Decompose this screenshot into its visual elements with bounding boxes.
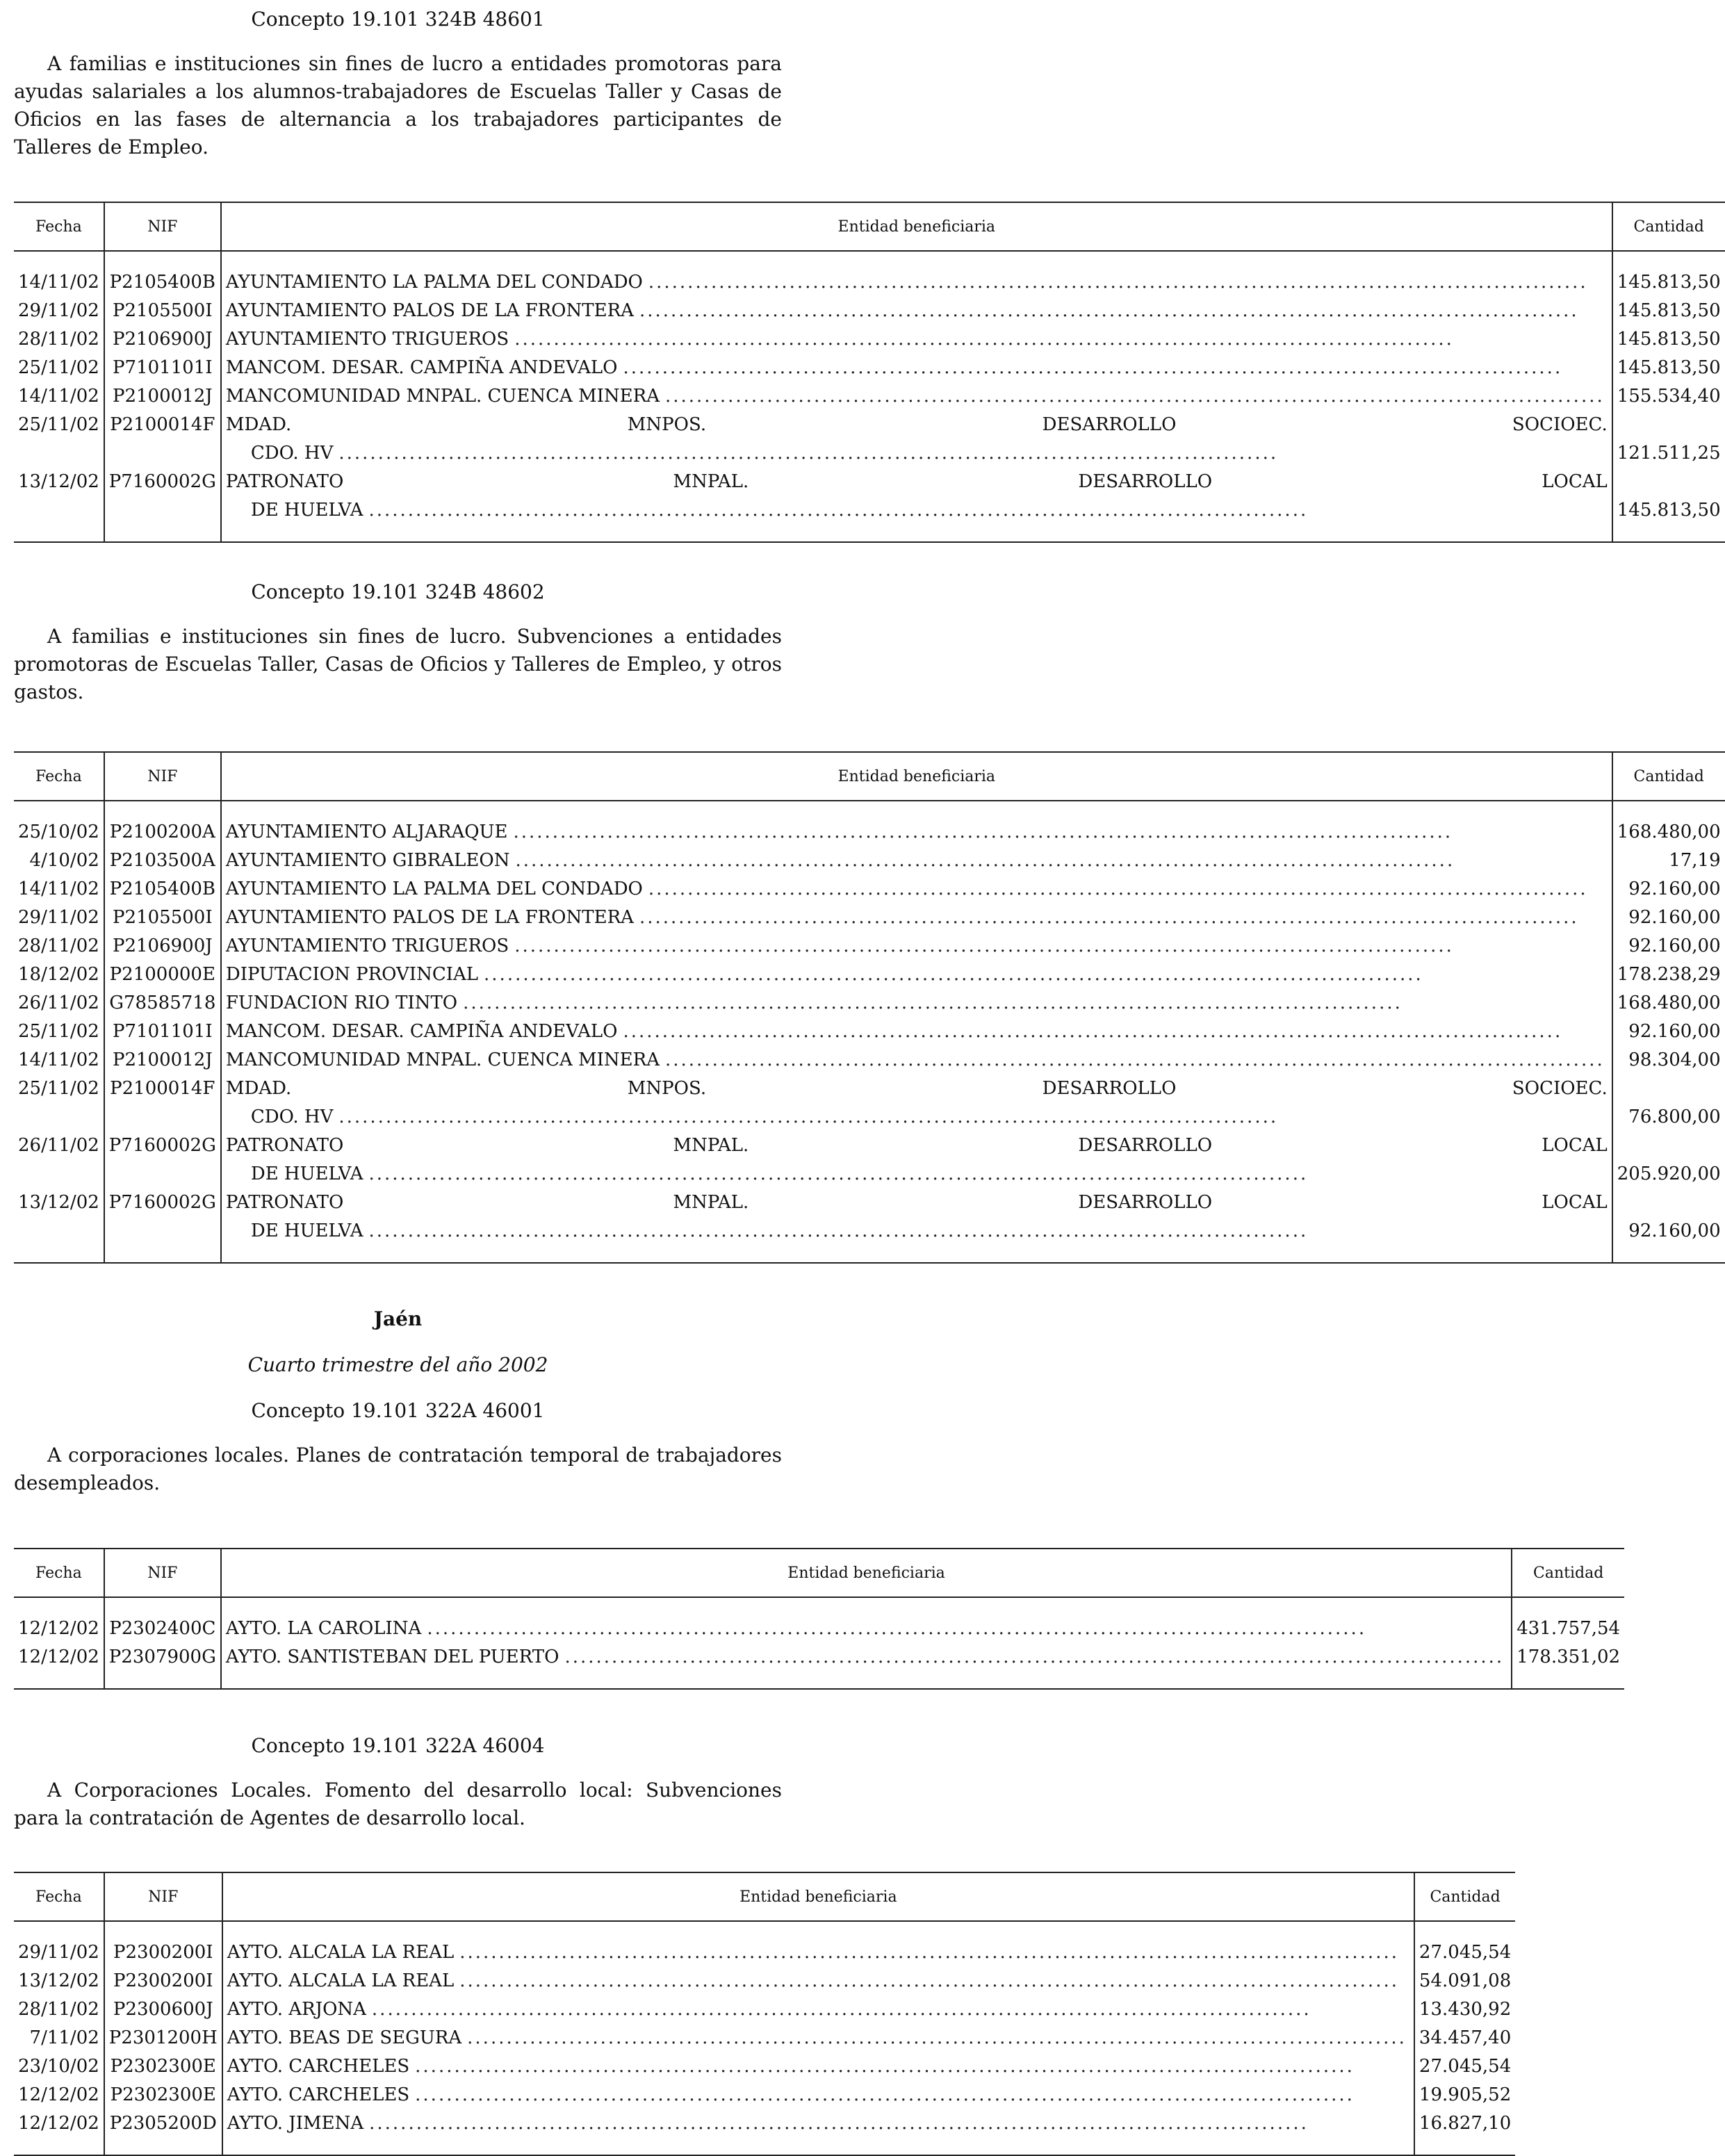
entidad-text: AYTO. ALCALA LA REAL bbox=[227, 1970, 455, 1991]
cell-fecha: 12/12/02 bbox=[14, 2109, 104, 2138]
column-header-nif: NIF bbox=[104, 1872, 222, 1921]
entidad-line-2 bbox=[226, 1217, 1608, 1246]
table-row bbox=[14, 2081, 1515, 2109]
section-jaen bbox=[14, 1305, 782, 1497]
table-header-row bbox=[14, 202, 1725, 251]
table-header-row bbox=[14, 752, 1725, 801]
cell-cantidad: 145.813,50 bbox=[1617, 357, 1721, 378]
cell-nif: P2103500A bbox=[104, 847, 221, 875]
cell-fecha: 26/11/02 bbox=[14, 989, 104, 1018]
leader-dots bbox=[639, 297, 1605, 325]
entidad-line bbox=[226, 818, 1608, 847]
leader-dots bbox=[369, 2109, 1407, 2138]
table-row bbox=[14, 1643, 1624, 1672]
cell-entidad bbox=[221, 1643, 1512, 1672]
cell-fecha: 12/12/02 bbox=[14, 1615, 104, 1643]
entidad-text: AYUNTAMIENTO GIBRALEON bbox=[225, 850, 510, 871]
cell-nif: P7160002G bbox=[104, 1189, 221, 1246]
cell-cantidad: 145.813,50 bbox=[1617, 329, 1721, 350]
cell-cantidad: 92.160,00 bbox=[1628, 1220, 1721, 1241]
cell-nif: P7160002G bbox=[104, 1132, 221, 1189]
cell-nif: P7101101I bbox=[104, 1018, 221, 1046]
cell-nif: P2300200I bbox=[104, 1938, 222, 1967]
cell-fecha: 14/11/02 bbox=[14, 1046, 104, 1075]
entidad-text: MANCOM. DESAR. CAMPIÑA ANDEVALO bbox=[225, 1021, 618, 1042]
cell-entidad bbox=[221, 268, 1612, 297]
column-header-fecha: Fecha bbox=[14, 1549, 104, 1597]
column-header-nif: NIF bbox=[104, 202, 221, 251]
period-subtitle: Cuarto trimestre del año 2002 bbox=[247, 1353, 548, 1376]
leader-dots bbox=[648, 268, 1605, 297]
cell-entidad bbox=[222, 2081, 1414, 2109]
table-row bbox=[14, 932, 1725, 961]
cell-nif: P2100200A bbox=[104, 818, 221, 847]
table-row bbox=[14, 468, 1725, 525]
entidad-line-2-text: CDO. HV bbox=[250, 1106, 334, 1127]
table-row bbox=[14, 2052, 1515, 2081]
entidad-line-2-text: CDO. HV bbox=[250, 443, 334, 464]
cell-cantidad: 178.351,02 bbox=[1516, 1647, 1621, 1667]
leader-dots bbox=[368, 1160, 1604, 1189]
cell-cantidad: 92.160,00 bbox=[1628, 907, 1721, 928]
cell-entidad bbox=[221, 847, 1612, 875]
entidad-line bbox=[227, 2052, 1409, 2081]
cell-fecha: 29/11/02 bbox=[14, 297, 104, 325]
table-row bbox=[14, 2109, 1515, 2138]
beneficiary-table bbox=[14, 1872, 1515, 2156]
leader-dots bbox=[515, 847, 1604, 875]
entidad-text: AYTO. CARCHELES bbox=[227, 2056, 410, 2077]
cell-fecha: 14/11/02 bbox=[14, 268, 104, 297]
entidad-text: AYUNTAMIENTO PALOS DE LA FRONTERA bbox=[225, 300, 634, 321]
concepto-description: A familias e instituciones sin fines de lucro a entidades promotoras para ayudas salariales a los alumnos-trabajadores de Escuelas Taller y Casas de Oficios en las fases de alternancia a los trabajadores participantes de Talleres de Empleo. bbox=[14, 52, 782, 158]
entidad-line-1: PATRONATO MNPAL. DESARROLLO LOCAL bbox=[225, 1135, 1608, 1156]
cell-entidad bbox=[221, 875, 1612, 904]
cell-entidad bbox=[221, 1132, 1612, 1189]
entidad-line bbox=[226, 297, 1608, 325]
entidad-text: AYUNTAMIENTO LA PALMA DEL CONDADO bbox=[225, 272, 643, 293]
table-row bbox=[14, 1132, 1725, 1189]
cell-entidad bbox=[221, 1189, 1612, 1246]
entidad-line-2 bbox=[226, 1103, 1608, 1132]
leader-dots bbox=[513, 818, 1604, 847]
entidad-line-2 bbox=[226, 439, 1608, 468]
cell-entidad bbox=[222, 1967, 1414, 1995]
leader-dots bbox=[623, 1018, 1604, 1046]
leader-dots bbox=[463, 989, 1605, 1018]
cell-cantidad: 34.457,40 bbox=[1419, 2027, 1512, 2048]
cell-entidad bbox=[221, 1075, 1612, 1132]
cell-nif: P2100012J bbox=[104, 1046, 221, 1075]
leader-dots bbox=[415, 2052, 1407, 2081]
entidad-line bbox=[226, 1046, 1608, 1075]
entidad-text: AYUNTAMIENTO ALJARAQUE bbox=[225, 822, 508, 842]
cell-cantidad: 27.045,54 bbox=[1419, 1942, 1512, 1963]
cell-cantidad: 145.813,50 bbox=[1617, 300, 1721, 321]
cell-fecha: 28/11/02 bbox=[14, 1995, 104, 2024]
entidad-line bbox=[227, 1938, 1409, 1967]
entidad-line bbox=[227, 2024, 1409, 2052]
entidad-line-2 bbox=[226, 1160, 1608, 1189]
leader-dots bbox=[648, 875, 1605, 904]
cell-entidad bbox=[221, 1046, 1612, 1075]
cell-entidad bbox=[221, 989, 1612, 1018]
entidad-line bbox=[226, 904, 1608, 932]
cell-entidad bbox=[221, 904, 1612, 932]
entidad-line bbox=[227, 1967, 1409, 1995]
leader-dots bbox=[623, 354, 1604, 382]
table-row bbox=[14, 1995, 1515, 2024]
entidad-text: AYTO. BEAS DE SEGURA bbox=[227, 2027, 462, 2048]
cell-cantidad: 17,19 bbox=[1669, 850, 1721, 871]
leader-dots bbox=[368, 496, 1604, 525]
cell-nif: P2105400B bbox=[104, 875, 221, 904]
cell-entidad bbox=[221, 325, 1612, 354]
entidad-line bbox=[226, 932, 1608, 961]
cell-fecha: 29/11/02 bbox=[14, 1938, 104, 1967]
cell-fecha: 25/11/02 bbox=[14, 1018, 104, 1046]
column-header-fecha: Fecha bbox=[14, 752, 104, 801]
entidad-line bbox=[226, 325, 1608, 354]
section-concepto-48601 bbox=[14, 6, 782, 161]
entidad-text: AYTO. LA CAROLINA bbox=[225, 1618, 422, 1639]
cell-nif: P2100014F bbox=[104, 411, 221, 468]
column-header-nif: NIF bbox=[104, 1549, 221, 1597]
leader-dots bbox=[459, 1938, 1407, 1967]
cell-fecha: 4/10/02 bbox=[14, 847, 104, 875]
cell-nif: P2100000E bbox=[104, 961, 221, 989]
beneficiary-table bbox=[14, 1548, 1624, 1690]
cell-nif: P7160002G bbox=[104, 468, 221, 525]
table-wrapper bbox=[14, 751, 1725, 1264]
cell-fecha: 14/11/02 bbox=[14, 875, 104, 904]
table-wrapper bbox=[14, 1872, 1515, 2156]
table-row bbox=[14, 1615, 1624, 1643]
cell-entidad bbox=[221, 382, 1612, 411]
leader-dots bbox=[514, 932, 1605, 961]
column-header-entidad: Entidad beneficiaria bbox=[222, 1872, 1414, 1921]
cell-fecha: 25/11/02 bbox=[14, 1075, 104, 1132]
cell-entidad bbox=[221, 1615, 1512, 1643]
cell-nif: P2301200H bbox=[104, 2024, 222, 2052]
table-row bbox=[14, 1938, 1515, 1967]
column-header-entidad: Entidad beneficiaria bbox=[221, 1549, 1512, 1597]
entidad-line-1: PATRONATO MNPAL. DESARROLLO LOCAL bbox=[225, 471, 1608, 492]
beneficiary-table bbox=[14, 751, 1725, 1264]
cell-cantidad: 13.430,92 bbox=[1419, 1999, 1512, 2020]
concepto-heading: Concepto 19.101 322A 46004 bbox=[251, 1734, 545, 1757]
table-row bbox=[14, 325, 1725, 354]
cell-entidad bbox=[221, 354, 1612, 382]
table-row bbox=[14, 1046, 1725, 1075]
column-header-fecha: Fecha bbox=[14, 202, 104, 251]
table-row bbox=[14, 354, 1725, 382]
cell-nif: P2300200I bbox=[104, 1967, 222, 1995]
cell-nif: P2302300E bbox=[104, 2052, 222, 2081]
cell-entidad bbox=[221, 961, 1612, 989]
cell-entidad bbox=[222, 2024, 1414, 2052]
cell-fecha: 12/12/02 bbox=[14, 1643, 104, 1672]
table-wrapper bbox=[14, 1548, 1624, 1690]
table-row bbox=[14, 2024, 1515, 2052]
cell-cantidad: 92.160,00 bbox=[1628, 1021, 1721, 1042]
column-header-cantidad: Cantidad bbox=[1512, 1549, 1624, 1597]
column-header-entidad: Entidad beneficiaria bbox=[221, 752, 1612, 801]
concepto-description: A corporaciones locales. Planes de contratación temporal de trabajadores desempleados. bbox=[14, 1444, 782, 1494]
cell-cantidad: 178.238,29 bbox=[1617, 964, 1721, 985]
cell-fecha: 13/12/02 bbox=[14, 1189, 104, 1246]
entidad-text: MANCOM. DESAR. CAMPIÑA ANDEVALO bbox=[225, 357, 618, 378]
table-row bbox=[14, 1018, 1725, 1046]
leader-dots bbox=[338, 1103, 1604, 1132]
cell-nif: P2300600J bbox=[104, 1995, 222, 2024]
cell-fecha: 18/12/02 bbox=[14, 961, 104, 989]
table-row bbox=[14, 297, 1725, 325]
entidad-line-2-text: DE HUELVA bbox=[250, 500, 363, 521]
concepto-description: A Corporaciones Locales. Fomento del desarrollo local: Subvenciones para la contratación de Agentes de desarrollo local. bbox=[14, 1779, 782, 1829]
entidad-line-1: MDAD. MNPOS. DESARROLLO SOCIOEC. bbox=[225, 1078, 1608, 1099]
cell-nif: P2105500I bbox=[104, 904, 221, 932]
table-row bbox=[14, 1189, 1725, 1246]
cell-fecha: 25/11/02 bbox=[14, 411, 104, 468]
cell-fecha: 12/12/02 bbox=[14, 2081, 104, 2109]
leader-dots bbox=[372, 1995, 1407, 2024]
table-row bbox=[14, 382, 1725, 411]
table-row bbox=[14, 847, 1725, 875]
column-header-entidad: Entidad beneficiaria bbox=[221, 202, 1612, 251]
table-wrapper bbox=[14, 202, 1725, 543]
entidad-text: AYUNTAMIENTO LA PALMA DEL CONDADO bbox=[225, 879, 643, 899]
cell-entidad bbox=[222, 1995, 1414, 2024]
leader-dots bbox=[338, 439, 1604, 468]
cell-fecha: 14/11/02 bbox=[14, 382, 104, 411]
entidad-text: MANCOMUNIDAD MNPAL. CUENCA MINERA bbox=[225, 386, 660, 407]
table-row bbox=[14, 411, 1725, 468]
entidad-line bbox=[226, 961, 1608, 989]
cell-nif: P2105500I bbox=[104, 297, 221, 325]
cell-fecha: 13/12/02 bbox=[14, 1967, 104, 1995]
entidad-line bbox=[226, 1615, 1507, 1643]
leader-dots bbox=[665, 382, 1605, 411]
cell-cantidad: 145.813,50 bbox=[1617, 272, 1721, 293]
cell-cantidad: 205.920,00 bbox=[1617, 1163, 1721, 1184]
cell-fecha: 25/11/02 bbox=[14, 354, 104, 382]
cell-nif: P2307900G bbox=[104, 1643, 221, 1672]
leader-dots bbox=[368, 1217, 1604, 1246]
cell-nif: G78585718 bbox=[104, 989, 221, 1018]
cell-cantidad: 98.304,00 bbox=[1628, 1050, 1721, 1070]
column-header-nif: NIF bbox=[104, 752, 221, 801]
cell-entidad bbox=[221, 468, 1612, 525]
entidad-line bbox=[226, 382, 1608, 411]
cell-cantidad: 431.757,54 bbox=[1516, 1618, 1621, 1639]
entidad-line bbox=[226, 268, 1608, 297]
entidad-line bbox=[226, 354, 1608, 382]
entidad-line bbox=[227, 2109, 1409, 2138]
cell-entidad bbox=[222, 2109, 1414, 2138]
cell-entidad bbox=[221, 818, 1612, 847]
entidad-line-2-text: DE HUELVA bbox=[250, 1220, 363, 1241]
cell-cantidad: 168.480,00 bbox=[1617, 822, 1721, 842]
entidad-line bbox=[226, 1643, 1507, 1672]
entidad-line-2 bbox=[226, 496, 1608, 525]
column-header-cantidad: Cantidad bbox=[1612, 202, 1725, 251]
entidad-line-1: MDAD. MNPOS. DESARROLLO SOCIOEC. bbox=[225, 414, 1608, 435]
cell-nif: P2105400B bbox=[104, 268, 221, 297]
entidad-text: AYTO. SANTISTEBAN DEL PUERTO bbox=[225, 1647, 559, 1667]
column-header-cantidad: Cantidad bbox=[1612, 752, 1725, 801]
cell-cantidad: 54.091,08 bbox=[1419, 1970, 1512, 1991]
cell-fecha: 29/11/02 bbox=[14, 904, 104, 932]
table-row bbox=[14, 989, 1725, 1018]
leader-dots bbox=[639, 904, 1605, 932]
beneficiary-table bbox=[14, 202, 1725, 543]
entidad-text: AYTO. JIMENA bbox=[227, 2113, 364, 2134]
cell-nif: P2302300E bbox=[104, 2081, 222, 2109]
cell-nif: P2100012J bbox=[104, 382, 221, 411]
leader-dots bbox=[467, 2024, 1407, 2052]
concepto-description: A familias e instituciones sin fines de lucro. Subvenciones a entidades promotoras de Escuelas Taller, Casas de Oficios y Talleres de Empleo, y otros gastos. bbox=[14, 625, 782, 703]
cell-entidad bbox=[222, 2052, 1414, 2081]
cell-cantidad: 121.511,25 bbox=[1617, 443, 1721, 464]
cell-nif: P2302400C bbox=[104, 1615, 221, 1643]
cell-nif: P2106900J bbox=[104, 325, 221, 354]
cell-cantidad: 19.905,52 bbox=[1419, 2084, 1512, 2105]
section-concepto-48602 bbox=[14, 578, 782, 706]
table-row bbox=[14, 1967, 1515, 1995]
leader-dots bbox=[415, 2081, 1407, 2109]
table-row bbox=[14, 961, 1725, 989]
entidad-line bbox=[226, 847, 1608, 875]
cell-cantidad: 76.800,00 bbox=[1628, 1106, 1721, 1127]
cell-nif: P2305200D bbox=[104, 2109, 222, 2138]
leader-dots bbox=[514, 325, 1605, 354]
cell-fecha: 13/12/02 bbox=[14, 468, 104, 525]
cell-entidad bbox=[221, 932, 1612, 961]
cell-cantidad: 168.480,00 bbox=[1617, 993, 1721, 1013]
leader-dots bbox=[459, 1967, 1407, 1995]
column-header-cantidad: Cantidad bbox=[1414, 1872, 1515, 1921]
table-header-row bbox=[14, 1872, 1515, 1921]
entidad-text: FUNDACION RIO TINTO bbox=[225, 993, 458, 1013]
cell-fecha: 25/10/02 bbox=[14, 818, 104, 847]
cell-cantidad: 145.813,50 bbox=[1617, 500, 1721, 521]
cell-cantidad: 16.827,10 bbox=[1419, 2113, 1512, 2134]
cell-nif: P2106900J bbox=[104, 932, 221, 961]
table-row bbox=[14, 904, 1725, 932]
entidad-text: AYUNTAMIENTO TRIGUEROS bbox=[225, 936, 509, 956]
concepto-heading: Concepto 19.101 324B 48601 bbox=[251, 8, 545, 31]
entidad-text: AYTO. ALCALA LA REAL bbox=[227, 1942, 455, 1963]
entidad-line bbox=[226, 875, 1608, 904]
cell-entidad bbox=[222, 1938, 1414, 1967]
cell-fecha: 26/11/02 bbox=[14, 1132, 104, 1189]
entidad-text: AYUNTAMIENTO TRIGUEROS bbox=[225, 329, 509, 350]
leader-dots bbox=[665, 1046, 1605, 1075]
concepto-heading: Concepto 19.101 324B 48602 bbox=[251, 580, 545, 603]
cell-fecha: 23/10/02 bbox=[14, 2052, 104, 2081]
entidad-line bbox=[227, 2081, 1409, 2109]
entidad-line-2-text: DE HUELVA bbox=[250, 1163, 363, 1184]
entidad-line bbox=[226, 1018, 1608, 1046]
entidad-text: AYTO. ARJONA bbox=[227, 1999, 366, 2020]
cell-nif: P2100014F bbox=[104, 1075, 221, 1132]
cell-cantidad: 92.160,00 bbox=[1628, 936, 1721, 956]
cell-entidad bbox=[221, 1018, 1612, 1046]
section-concepto-46004 bbox=[14, 1732, 782, 1832]
table-row bbox=[14, 268, 1725, 297]
region-title: Jaén bbox=[373, 1307, 423, 1330]
cell-fecha: 7/11/02 bbox=[14, 2024, 104, 2052]
entidad-line-1: PATRONATO MNPAL. DESARROLLO LOCAL bbox=[225, 1192, 1608, 1213]
entidad-text: DIPUTACION PROVINCIAL bbox=[225, 964, 479, 985]
entidad-text: MANCOMUNIDAD MNPAL. CUENCA MINERA bbox=[225, 1050, 660, 1070]
table-row bbox=[14, 1075, 1725, 1132]
cell-cantidad: 27.045,54 bbox=[1419, 2056, 1512, 2077]
leader-dots bbox=[427, 1615, 1504, 1643]
leader-dots bbox=[564, 1643, 1504, 1672]
cell-entidad bbox=[221, 411, 1612, 468]
table-row bbox=[14, 818, 1725, 847]
cell-fecha: 28/11/02 bbox=[14, 325, 104, 354]
entidad-text: AYUNTAMIENTO PALOS DE LA FRONTERA bbox=[225, 907, 634, 928]
entidad-line bbox=[227, 1995, 1409, 2024]
table-row bbox=[14, 875, 1725, 904]
cell-cantidad: 92.160,00 bbox=[1628, 879, 1721, 899]
column-header-fecha: Fecha bbox=[14, 1872, 104, 1921]
cell-fecha: 28/11/02 bbox=[14, 932, 104, 961]
entidad-line bbox=[226, 989, 1608, 1018]
entidad-text: AYTO. CARCHELES bbox=[227, 2084, 410, 2105]
table-header-row bbox=[14, 1549, 1624, 1597]
cell-nif: P7101101I bbox=[104, 354, 221, 382]
leader-dots bbox=[484, 961, 1605, 989]
cell-entidad bbox=[221, 297, 1612, 325]
concepto-heading: Concepto 19.101 322A 46001 bbox=[251, 1399, 545, 1422]
cell-cantidad: 155.534,40 bbox=[1617, 386, 1721, 407]
